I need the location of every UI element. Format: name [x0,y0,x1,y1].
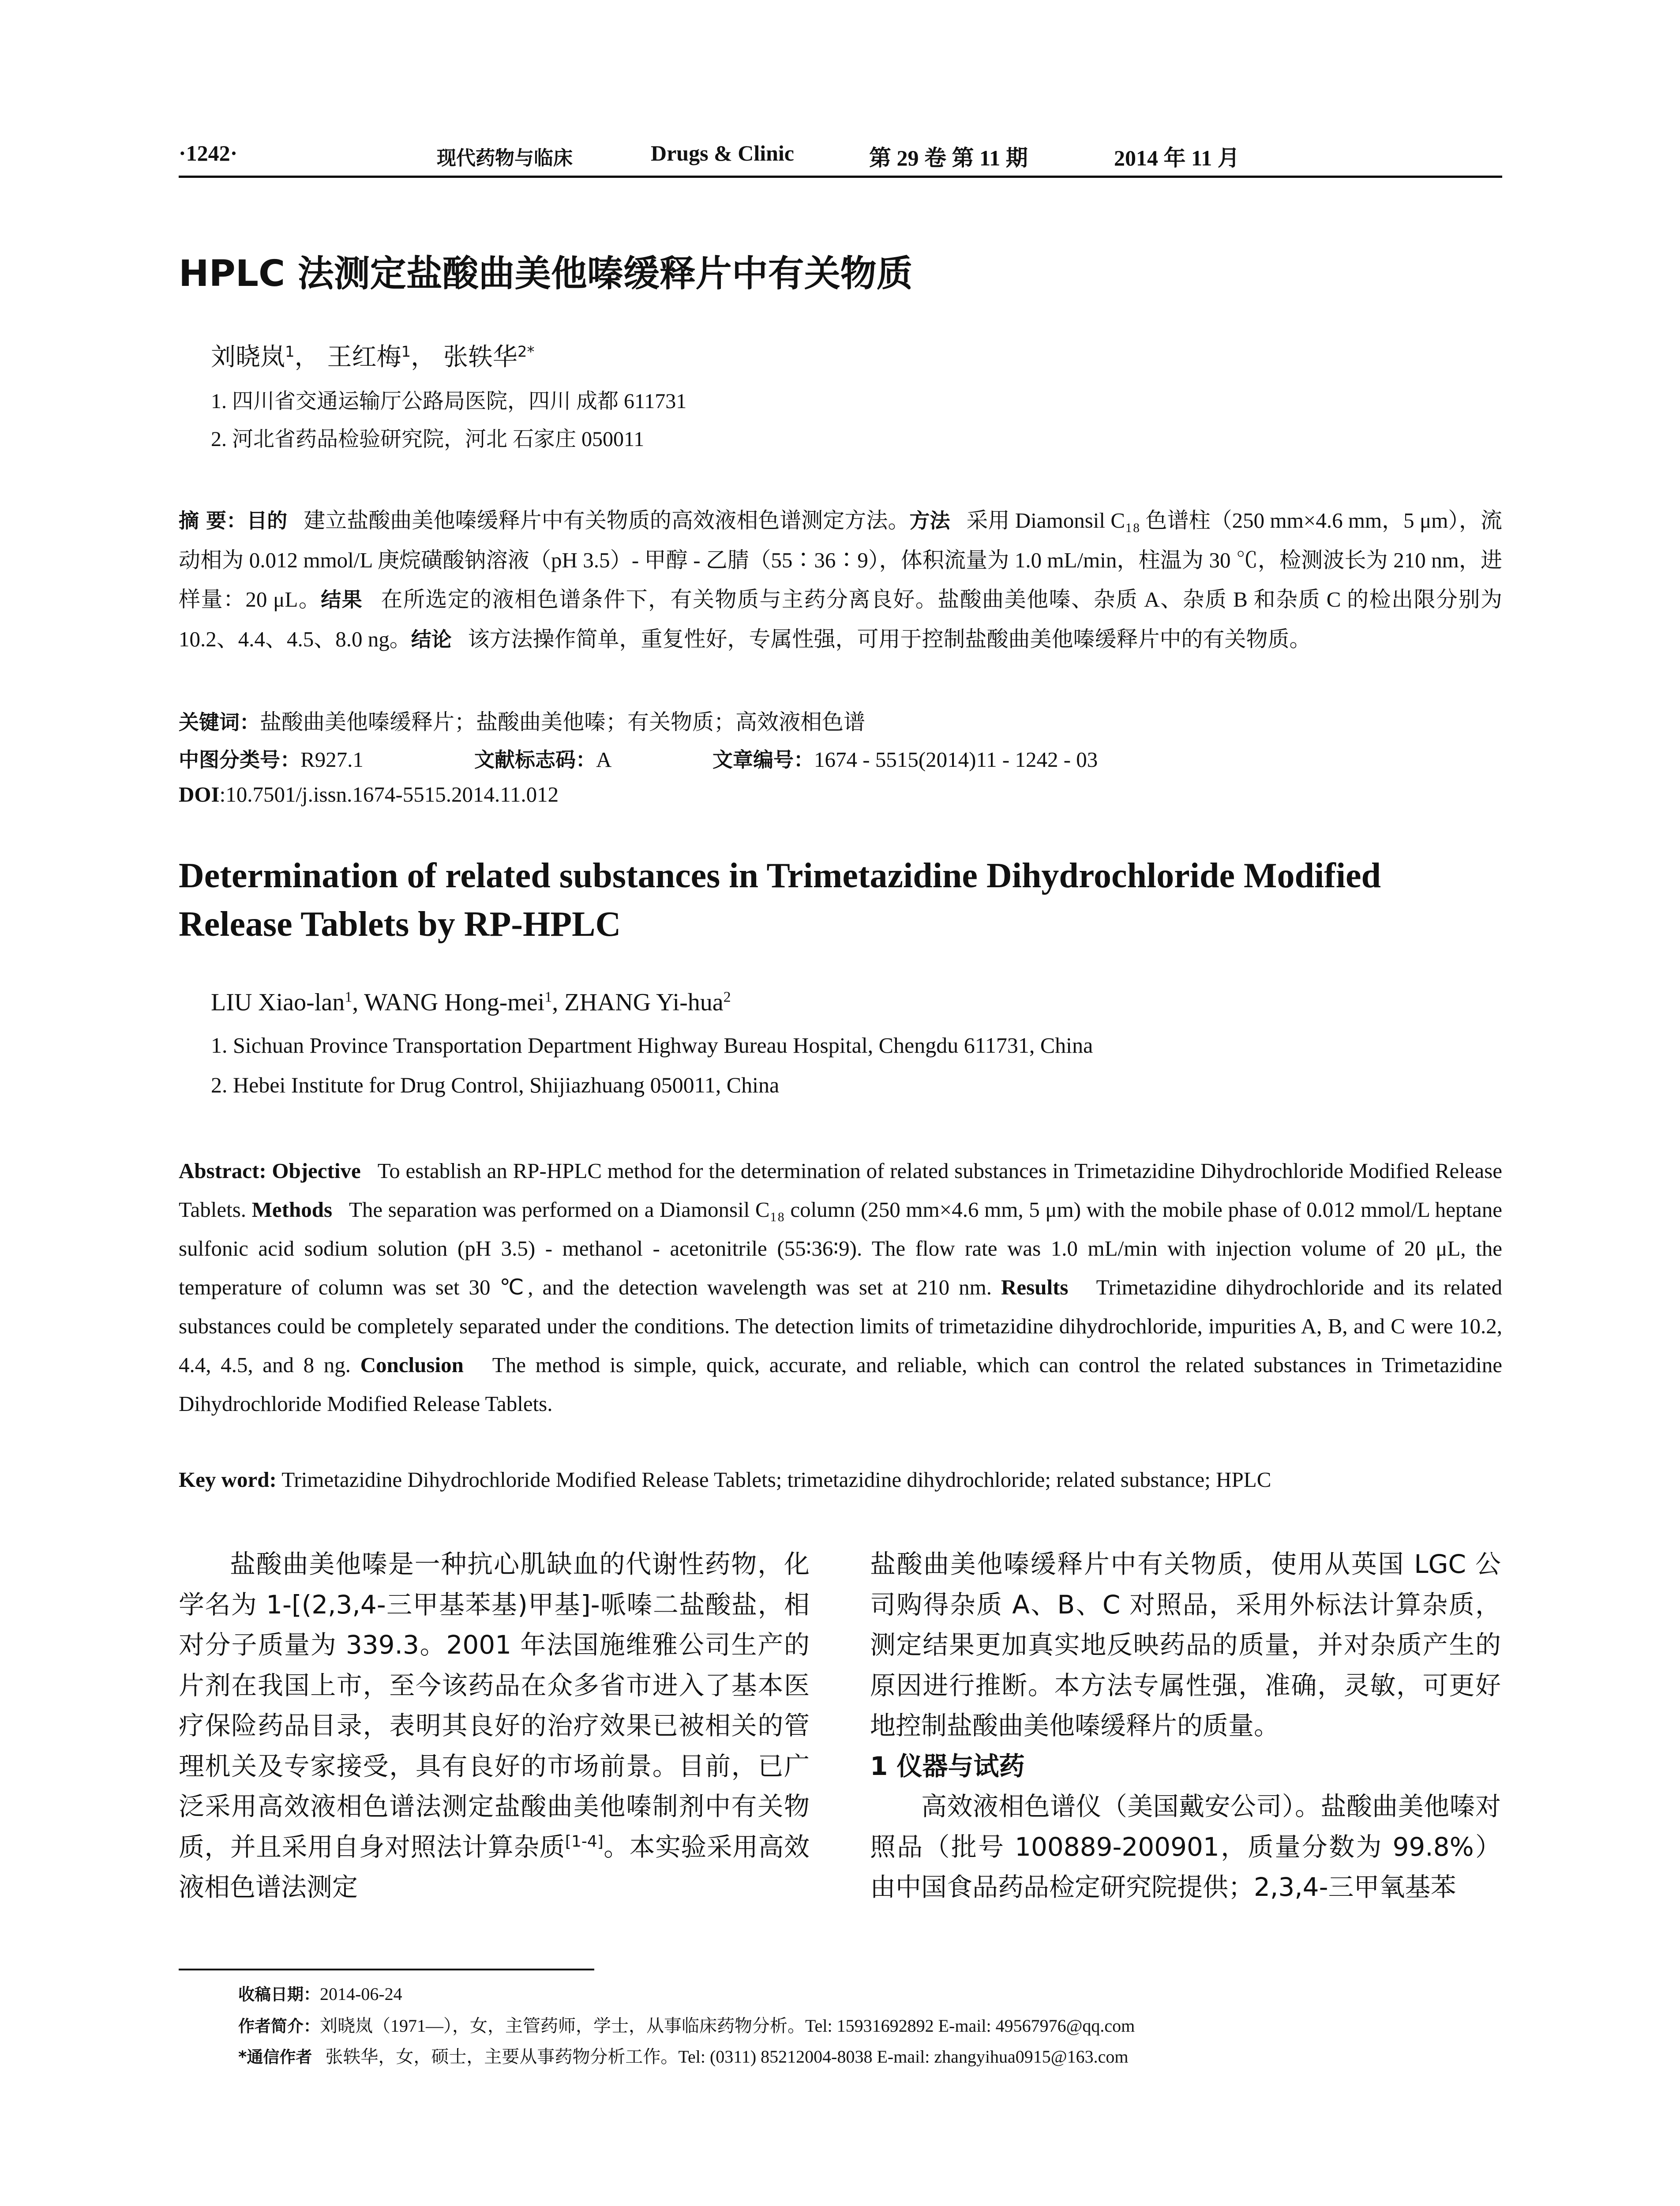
author-affil-mark: 1 [401,343,411,361]
author-bio-label: 作者简介： [238,2017,320,2036]
objective-text: 建立盐酸曲美他嗪缓释片中有关物质的高效液相色谱测定方法。 [304,508,910,533]
conclusion-text: The method is simple, quick, accurate, and reliable, which can control the related substances in Trimetazidine Dihydrochloride Modified Release Tablets. [179,1353,1503,1416]
running-header [179,140,1502,176]
corresponding-label: *通信作者 [238,2048,312,2067]
article-no-value: 1674 - 5515(2014)11 - 1242 - 03 [814,747,1098,772]
clc-label: 中图分类号： [179,748,300,772]
classification-line [179,744,1502,773]
doi-line [179,782,1502,807]
footnote-rule [179,1969,594,1970]
english-title: Determination of related substances in Trimetazidine Dihydrochloride Modified Release Tablets by RP-HPLC [179,856,1381,944]
instruments-paragraph: 高效液相色谱仪（美国戴安公司）。盐酸曲美他嗪对照品（批号 100889-200901，质量分数为 99.8%）由中国食品药品检定研究院提供；2,3,4-三甲氧基苯 [870,1791,1501,1902]
doc-code-value: A [596,747,612,772]
chinese-affiliation-2: 2. 河北省药品检验研究院，河北 石家庄 050011 [211,428,645,451]
english-affiliation-2: 2. Hebei Institute for Drug Control, Shijiazhuang 050011, China [211,1073,780,1097]
section-heading: 1 仪器与试药 [870,1751,1025,1781]
author-name: 王红梅 [327,343,401,371]
footnote-author [238,2012,1135,2037]
keywords-label: 关键词： [179,710,260,734]
keywords-label: Key word: [179,1467,277,1492]
issue-date: 2014 年 11 月 [1114,146,1240,170]
results-label: Results [1001,1275,1069,1299]
author-name: WANG Hong-mei [364,989,545,1016]
citation-ref: [1-4] [565,1832,604,1851]
header-rule [179,176,1502,178]
intro-text: 盐酸曲美他嗪是一种抗心肌缺血的代谢性药物，化学名为 1-[(2,3,4-三甲基苯基)甲基]-哌嗪二盐酸盐，相对分子质量为 339.3。2001 年法国施维雅公司生产的片剂在我国上市，至今该药品在众多省市进入了基本医疗保险药品目录，表明其良好的治疗效果已被相关的管理机关及专家接受，具有良好的市场前景。目前，已广泛采用高效液相色谱法测定盐酸曲美他嗪制剂中有关物质，并且采用自身对照法计算杂质 [179,1549,810,1862]
author-affil-mark: 1 [544,989,552,1005]
author-name: LIU Xiao-lan [211,989,345,1016]
intro-paragraph [179,1544,810,1908]
author-name: 张轶华 [443,343,518,371]
conclusion-text: 该方法操作简单，重复性好，专属性强，可用于控制盐酸曲美他嗪缓释片中的有关物质。 [468,627,1311,651]
author-affil-mark: 2* [517,343,535,361]
methods-label: 方法 [909,509,950,533]
received-label: 收稿日期： [238,1985,320,2004]
body-column-right [870,1544,1501,1908]
results-text: 在所选定的液相色谱条件下，有关物质与主药分离良好。盐酸曲美他嗪、杂质 A、杂质 B 和杂质 C 的检出限分别为 10.2、4.4、4.5、8.0 ng。 [179,587,1503,651]
journal-name-en: Drugs & Clinic [651,141,794,165]
keywords-text: Trimetazidine Dihydrochloride Modified Release Tablets; trimetazidine dihydrochloride; related substance; HPLC [281,1467,1271,1492]
author-name: ZHANG Yi-hua [564,989,724,1016]
methods-text: The separation was performed on a Diamonsil C₁₈ column (250 mm×4.6 mm, 5 μm) with the mobile phase of 0.012 mmol/L heptane sulfonic acid sodium solution (pH 3.5) - methanol - acetonitrile (55∶36∶9). The flow rate was 1.0 mL/min with injection volume of 20 μL, the temperature of column was set 30 ℃, and the detection wavelength was set at 210 nm. [179,1197,1503,1299]
results-label: 结果 [321,588,363,612]
chinese-affiliation-1: 1. 四川省交通运输厅公路局医院，四川 成都 611731 [211,390,687,413]
objective-label: 目的 [247,509,288,533]
abstract-objective-label: Abstract: Objective [179,1159,361,1183]
intro-text-cont: 。本实验采用高效液相色谱法测定 [179,1831,810,1902]
conclusion-label: 结论 [411,627,452,651]
author-affil-mark: 1 [285,343,295,361]
chinese-authors: 刘晓岚$^1$， 王红梅$^1$， 张轶华$^{2*}$ [211,343,535,371]
results-text: Trimetazidine dihydrochloride and its related substances could be completely separated under the conditions. The detection limits of trimetazidine dihydrochloride, impurities A, B, and C were 10.2, 4.4, 4.5, and 8 ng. [179,1275,1503,1377]
footnote-corresponding [238,2043,1129,2068]
chinese-keywords [179,705,1502,736]
abstract-label: 摘 要： [179,509,247,533]
author-affil-mark: 1 [345,989,352,1005]
chinese-title: HPLC 法测定盐酸曲美他嗪缓释片中有关物质 [179,253,913,295]
received-date: 2014-06-24 [320,1984,402,2004]
journal-name-cn: 现代药物与临床 [437,147,573,169]
article-no-label: 文章编号： [712,748,814,772]
intro-paragraph-cont: 盐酸曲美他嗪缓释片中有关物质，使用从英国 LGC 公司购得杂质 A、B、C 对照品，采用外标法计算杂质，测定结果更加真实地反映药品的质量，并对杂质产生的原因进行推断。本方法专属性强，准确，灵敏，可更好地控制盐酸曲美他嗪缓释片的质量。 [870,1549,1501,1741]
keywords-text: 盐酸曲美他嗪缓释片；盐酸曲美他嗪；有关物质；高效液相色谱 [260,710,866,734]
english-authors: LIU Xiao-lan$^1$, WANG Hong-mei$^1$, ZHANG Yi-hua$^2$ [211,989,731,1016]
page-number: ·1242· [179,141,238,165]
english-affiliation-1: 1. Sichuan Province Transportation Department Highway Bureau Hospital, Chengdu 611731, China [211,1033,1093,1058]
author-bio: 刘晓岚（1971—），女，主管药师，学士，从事临床药物分析。Tel: 15931692892 E-mail: 49567976@qq.com [320,2016,1135,2036]
methods-text: 采用 Diamonsil C₁₈ 色谱柱（250 mm×4.6 mm，5 μm），流动相为 0.012 mmol/L 庚烷磺酸钠溶液（pH 3.5）- 甲醇 - 乙腈（55∶36∶9），体积流量为 1.0 mL/min，柱温为 30 ℃，检测波长为 210 nm，进样量：20 μL。 [179,508,1503,612]
footnote-received [238,1981,402,2005]
english-abstract [179,1152,1502,1423]
author-affil-mark: 2 [723,989,731,1005]
doc-code-label: 文献标志码： [474,748,596,772]
chinese-abstract [179,501,1502,659]
clc-value: R927.1 [300,747,364,772]
methods-label: Methods [251,1197,333,1222]
corresponding-info: 张轶华，女，硕士，主要从事药物分析工作。Tel: (0311) 85212004-8038 E-mail: zhangyihua0915@163.com [325,2047,1129,2067]
author-name: 刘晓岚 [211,343,285,371]
doi-label: DOI [179,782,220,807]
objective-text: To establish an RP-HPLC method for the determination of related substances in Trimetazidine Dihydrochloride Modified Release Tablets. [179,1159,1502,1222]
english-keywords [179,1467,1502,1492]
volume-issue: 第 29 卷 第 11 期 [869,146,1028,170]
body-column-left [179,1544,810,1908]
doi-value: :10.7501/j.issn.1674-5515.2014.11.012 [219,782,559,807]
conclusion-label: Conclusion [360,1353,464,1377]
